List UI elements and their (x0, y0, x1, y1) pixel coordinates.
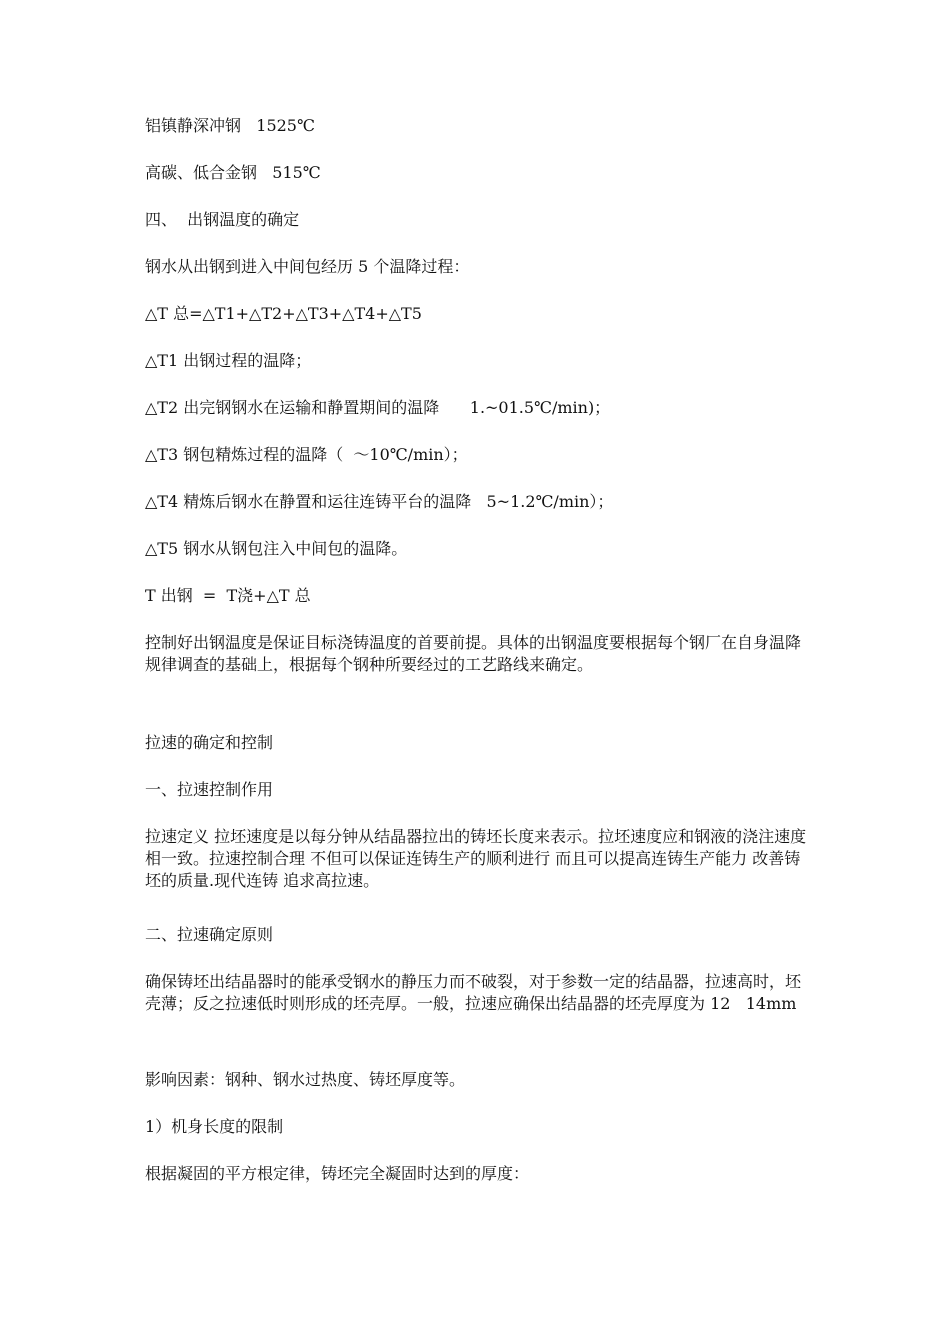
paragraph-steel-grade-2: 高碳、低合金钢 515℃ (145, 163, 321, 182)
paragraph-square-root-law: 根据凝固的平方根定律，铸坯完全凝固时达到的厚度： (145, 1164, 530, 1183)
paragraph-tapping-control: 控制好出钢温度是保证目标浇铸温度的首要前提。具体的出钢温度要根据每个钢厂在自身温降规律调查的基础上，根据每个钢种所要经过的工艺路线来确定。 (145, 633, 802, 674)
paragraph-dt1: △T1 出钢过程的温降； (145, 351, 312, 370)
section-heading-casting-speed: 拉速的确定和控制 (145, 733, 274, 752)
formula-total-drop: △T 总=△T1+△T2+△T3+△T4+△T5 (145, 304, 422, 323)
paragraph-speed-definition: 拉速定义 拉坯速度是以每分钟从结晶器拉出的铸坯长度来表示。拉坯速度应和钢液的浇注速度相一致。拉速控制合理 不但可以保证连铸生产的顺利进行 而且可以提高连铸生产能力 改善铸坯的质量.现代连铸 追求高拉速。 (145, 827, 807, 890)
paragraph-influencing-factors: 影响因素：钢种、钢水过热度、铸坯厚度等。 (145, 1070, 466, 1089)
paragraph-dt4: △T4 精炼后钢水在静置和运往连铸平台的温降 5~1.2℃/min）； (145, 492, 614, 511)
paragraph-dt3: △T3 钢包精炼过程的温降（ ～10℃/min）； (145, 445, 468, 464)
paragraph-shell-thickness: 确保铸坯出结晶器时的能承受钢水的静压力而不破裂，对于参数一定的结晶器，拉速高时，坯壳薄；反之拉速低时则形成的坯壳厚。一般，拉速应确保出结晶器的坯壳厚度为 12 14mm (145, 972, 802, 1013)
section-heading-tapping-temperature: 四、 出钢温度的确定 (145, 210, 300, 229)
paragraph-dt5: △T5 钢水从钢包注入中间包的温降。 (145, 539, 408, 558)
subheading-machine-length: 1）机身长度的限制 (145, 1117, 284, 1136)
subheading-speed-control-role: 一、拉速控制作用 (145, 780, 274, 799)
formula-tapping-temperature: T 出钢 = T浇+△T 总 (145, 586, 311, 605)
paragraph-temperature-drops-intro: 钢水从出钢到进入中间包经历 5 个温降过程： (145, 257, 470, 276)
paragraph-dt2: △T2 出完钢钢水在运输和静置期间的温降 1.~01.5℃/min)； (145, 398, 611, 417)
paragraph-steel-grade-1: 铝镇静深冲钢 1525℃ (145, 116, 315, 135)
subheading-speed-principles: 二、拉速确定原则 (145, 925, 274, 944)
